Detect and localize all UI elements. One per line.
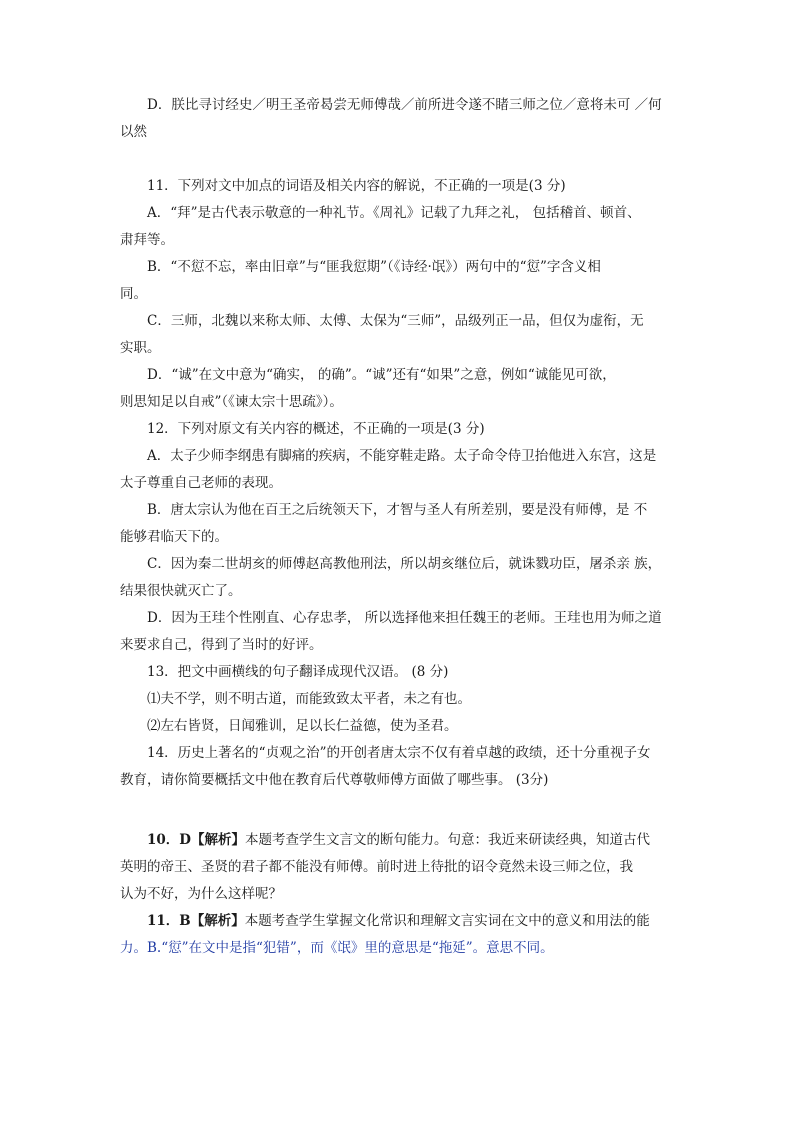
q12-option-b-cont: 能够君临天下的。 <box>120 529 228 545</box>
q12-option-b: B．唐太宗认为他在百王之后统领天下，才智与圣人有所差别，要是没有师傅，是 不 <box>147 502 648 518</box>
q12-option-c: C．因为秦二世胡亥的师傅赵高教他刑法，所以胡亥继位后，就诛戮功臣，屠杀亲 族， <box>147 556 662 572</box>
q11-option-c: C．三师，北魏以来称太师、太傅、太保为“三师”，品级列正一品，但仅为虚衔，无 <box>147 313 644 329</box>
q13-stem: 13．把文中画横线的句子翻译成现代汉语。 (8 分) <box>147 664 449 680</box>
q12-option-a: A．太子少师李纲患有脚痛的疾病，不能穿鞋走路。太子命令侍卫抬他进入东宫，这是 <box>147 448 657 464</box>
q13-sentence-2: ⑵左右皆贤，日闻雅训，足以长仁益德，使为圣君。 <box>147 718 458 734</box>
q11-stem: 11．下列对文中加点的词语及相关内容的解说，不正确的一项是(3 分) <box>147 178 566 194</box>
q13-sentence-1: ⑴夫不学，则不明古道，而能致致太平者，未之有也。 <box>147 691 471 707</box>
q12-option-c-cont: 结果很快就灭亡了。 <box>120 583 242 599</box>
q11-option-b-cont: 同。 <box>120 286 147 302</box>
q10-d-line2: 以然 <box>120 124 147 140</box>
q14-stem-cont: 教育，请你简要概括文中他在教育后代尊敬师傅方面做了哪些事。 (3分) <box>120 772 549 788</box>
q11-option-d: D．“诚”在文中意为“确实， 的确”。“诚”还有“如果”之意，例如“诚能见可欲， <box>147 367 616 383</box>
q11-option-a: A．“拜”是古代表示敬意的一种礼节。《周礼》记载了九拜之礼， 包括稽首、顿首、 <box>147 205 641 221</box>
q11-option-c-cont: 实职。 <box>120 340 161 356</box>
question-11 <box>120 173 678 794</box>
answer-10-cont-2: 认为不好，为什么这样呢？ <box>120 886 282 902</box>
answer-11-cont: 力。B.“愆”在文中是指“犯错”，而《氓》里的意思是“拖延”。意思不同。 <box>120 940 554 956</box>
q14-stem: 14．历史上著名的“贞观之治”的开创者唐太宗不仅有着卓越的政绩，还十分重视子女 <box>147 745 651 761</box>
q11-option-a-cont: 肃拜等。 <box>120 232 174 248</box>
q10-d-line1: D．朕比寻讨经史／明王圣帝曷尝无师傅哉／前所进令遂不睹三师之位／意将未可 ／何 <box>147 97 662 113</box>
answer-10 <box>120 827 678 854</box>
q11-option-d-cont: 则思知足以自戒”（《谏太宗十思疏》）。 <box>120 394 343 410</box>
answer-11-text: 本题考查学生掌握文化常识和理解文言实词在文中的意义和用法的能 <box>244 913 650 929</box>
q12-option-d-cont: 来要求自己，得到了当时的好评。 <box>120 637 323 653</box>
answer-10-text: 本题考查学生文言文的断句能力。句意：我近来研读经典，知道古代 <box>245 832 650 848</box>
answer-10-cont-1: 英明的帝王、圣贤的君子都不能没有师傅。前时进上待批的诏令竟然未设三师之位，我 <box>120 859 633 875</box>
answer-11-label: 11．B【解析】 <box>147 913 245 929</box>
q12-option-d: D．因为王珪个性刚直、心存忠孝， 所以选择他来担任魏王的老师。王珪也用为师之道 <box>147 610 662 626</box>
q10-option-d <box>120 92 678 146</box>
q11-option-b: B．“不愆不忘，率由旧章”与“匪我愆期”（《诗经·氓》）两句中的“愆”字含义相 <box>147 259 601 275</box>
answer-10-label: 10．D【解析】 <box>147 832 245 848</box>
answer-section <box>120 827 678 962</box>
q12-option-a-cont: 太子尊重自己老师的表现。 <box>120 475 282 491</box>
answer-11 <box>120 908 678 935</box>
q12-stem: 12．下列对原文有关内容的概述，不正确的一项是(3 分) <box>147 421 485 437</box>
